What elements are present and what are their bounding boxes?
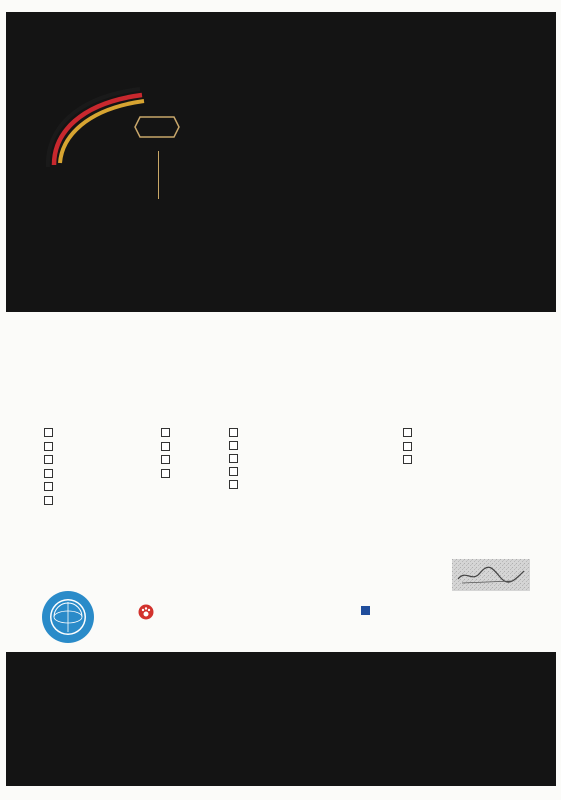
checkbox[interactable] bbox=[44, 496, 53, 505]
tagestitel-option[interactable] bbox=[229, 478, 243, 491]
checkbox[interactable] bbox=[403, 442, 412, 451]
agria-logo bbox=[309, 602, 371, 632]
event-divider bbox=[158, 151, 159, 199]
checkbox[interactable] bbox=[229, 441, 238, 450]
checkbox[interactable] bbox=[44, 428, 53, 437]
vdh-logo-icon bbox=[134, 116, 180, 138]
platz-option[interactable] bbox=[161, 426, 175, 440]
checkbox[interactable] bbox=[44, 469, 53, 478]
checkbox[interactable] bbox=[161, 455, 170, 464]
checkbox[interactable] bbox=[44, 442, 53, 451]
checkbox[interactable] bbox=[229, 480, 238, 489]
formwert-option[interactable] bbox=[44, 467, 58, 481]
formwert-option[interactable] bbox=[44, 480, 58, 494]
checkbox[interactable] bbox=[403, 455, 412, 464]
platz-option[interactable] bbox=[161, 453, 175, 467]
platz-section bbox=[161, 422, 175, 480]
paw-icon bbox=[138, 604, 154, 620]
judge-signature bbox=[452, 559, 530, 591]
checkbox[interactable] bbox=[229, 467, 238, 476]
onlinedogshows-logo bbox=[138, 600, 258, 632]
formwert-option[interactable] bbox=[44, 494, 58, 508]
checkbox[interactable] bbox=[229, 428, 238, 437]
checkbox[interactable] bbox=[403, 428, 412, 437]
checkbox[interactable] bbox=[44, 455, 53, 464]
tagestitel-option[interactable] bbox=[229, 426, 243, 439]
fci-logo-icon bbox=[41, 590, 95, 644]
titel-option[interactable] bbox=[403, 453, 417, 467]
checkbox[interactable] bbox=[44, 482, 53, 491]
titel-option[interactable] bbox=[403, 440, 417, 454]
tagestitel-option[interactable] bbox=[229, 439, 243, 452]
formwert-option[interactable] bbox=[44, 440, 58, 454]
titel-section bbox=[403, 422, 417, 467]
tagestitel-section bbox=[229, 422, 243, 491]
formwert-option[interactable] bbox=[44, 453, 58, 467]
checkbox[interactable] bbox=[161, 469, 170, 478]
tagestitel-option[interactable] bbox=[229, 465, 243, 478]
checkbox[interactable] bbox=[161, 442, 170, 451]
tagestitel-option[interactable] bbox=[229, 452, 243, 465]
agria-mark-icon bbox=[361, 606, 370, 615]
platz-option[interactable] bbox=[161, 467, 175, 481]
footer-banner bbox=[6, 652, 556, 786]
checkbox[interactable] bbox=[161, 428, 170, 437]
titel-option[interactable] bbox=[403, 426, 417, 440]
formwert-option[interactable] bbox=[44, 426, 58, 440]
platz-option[interactable] bbox=[161, 440, 175, 454]
checkbox[interactable] bbox=[229, 454, 238, 463]
formwert-section bbox=[44, 422, 58, 507]
